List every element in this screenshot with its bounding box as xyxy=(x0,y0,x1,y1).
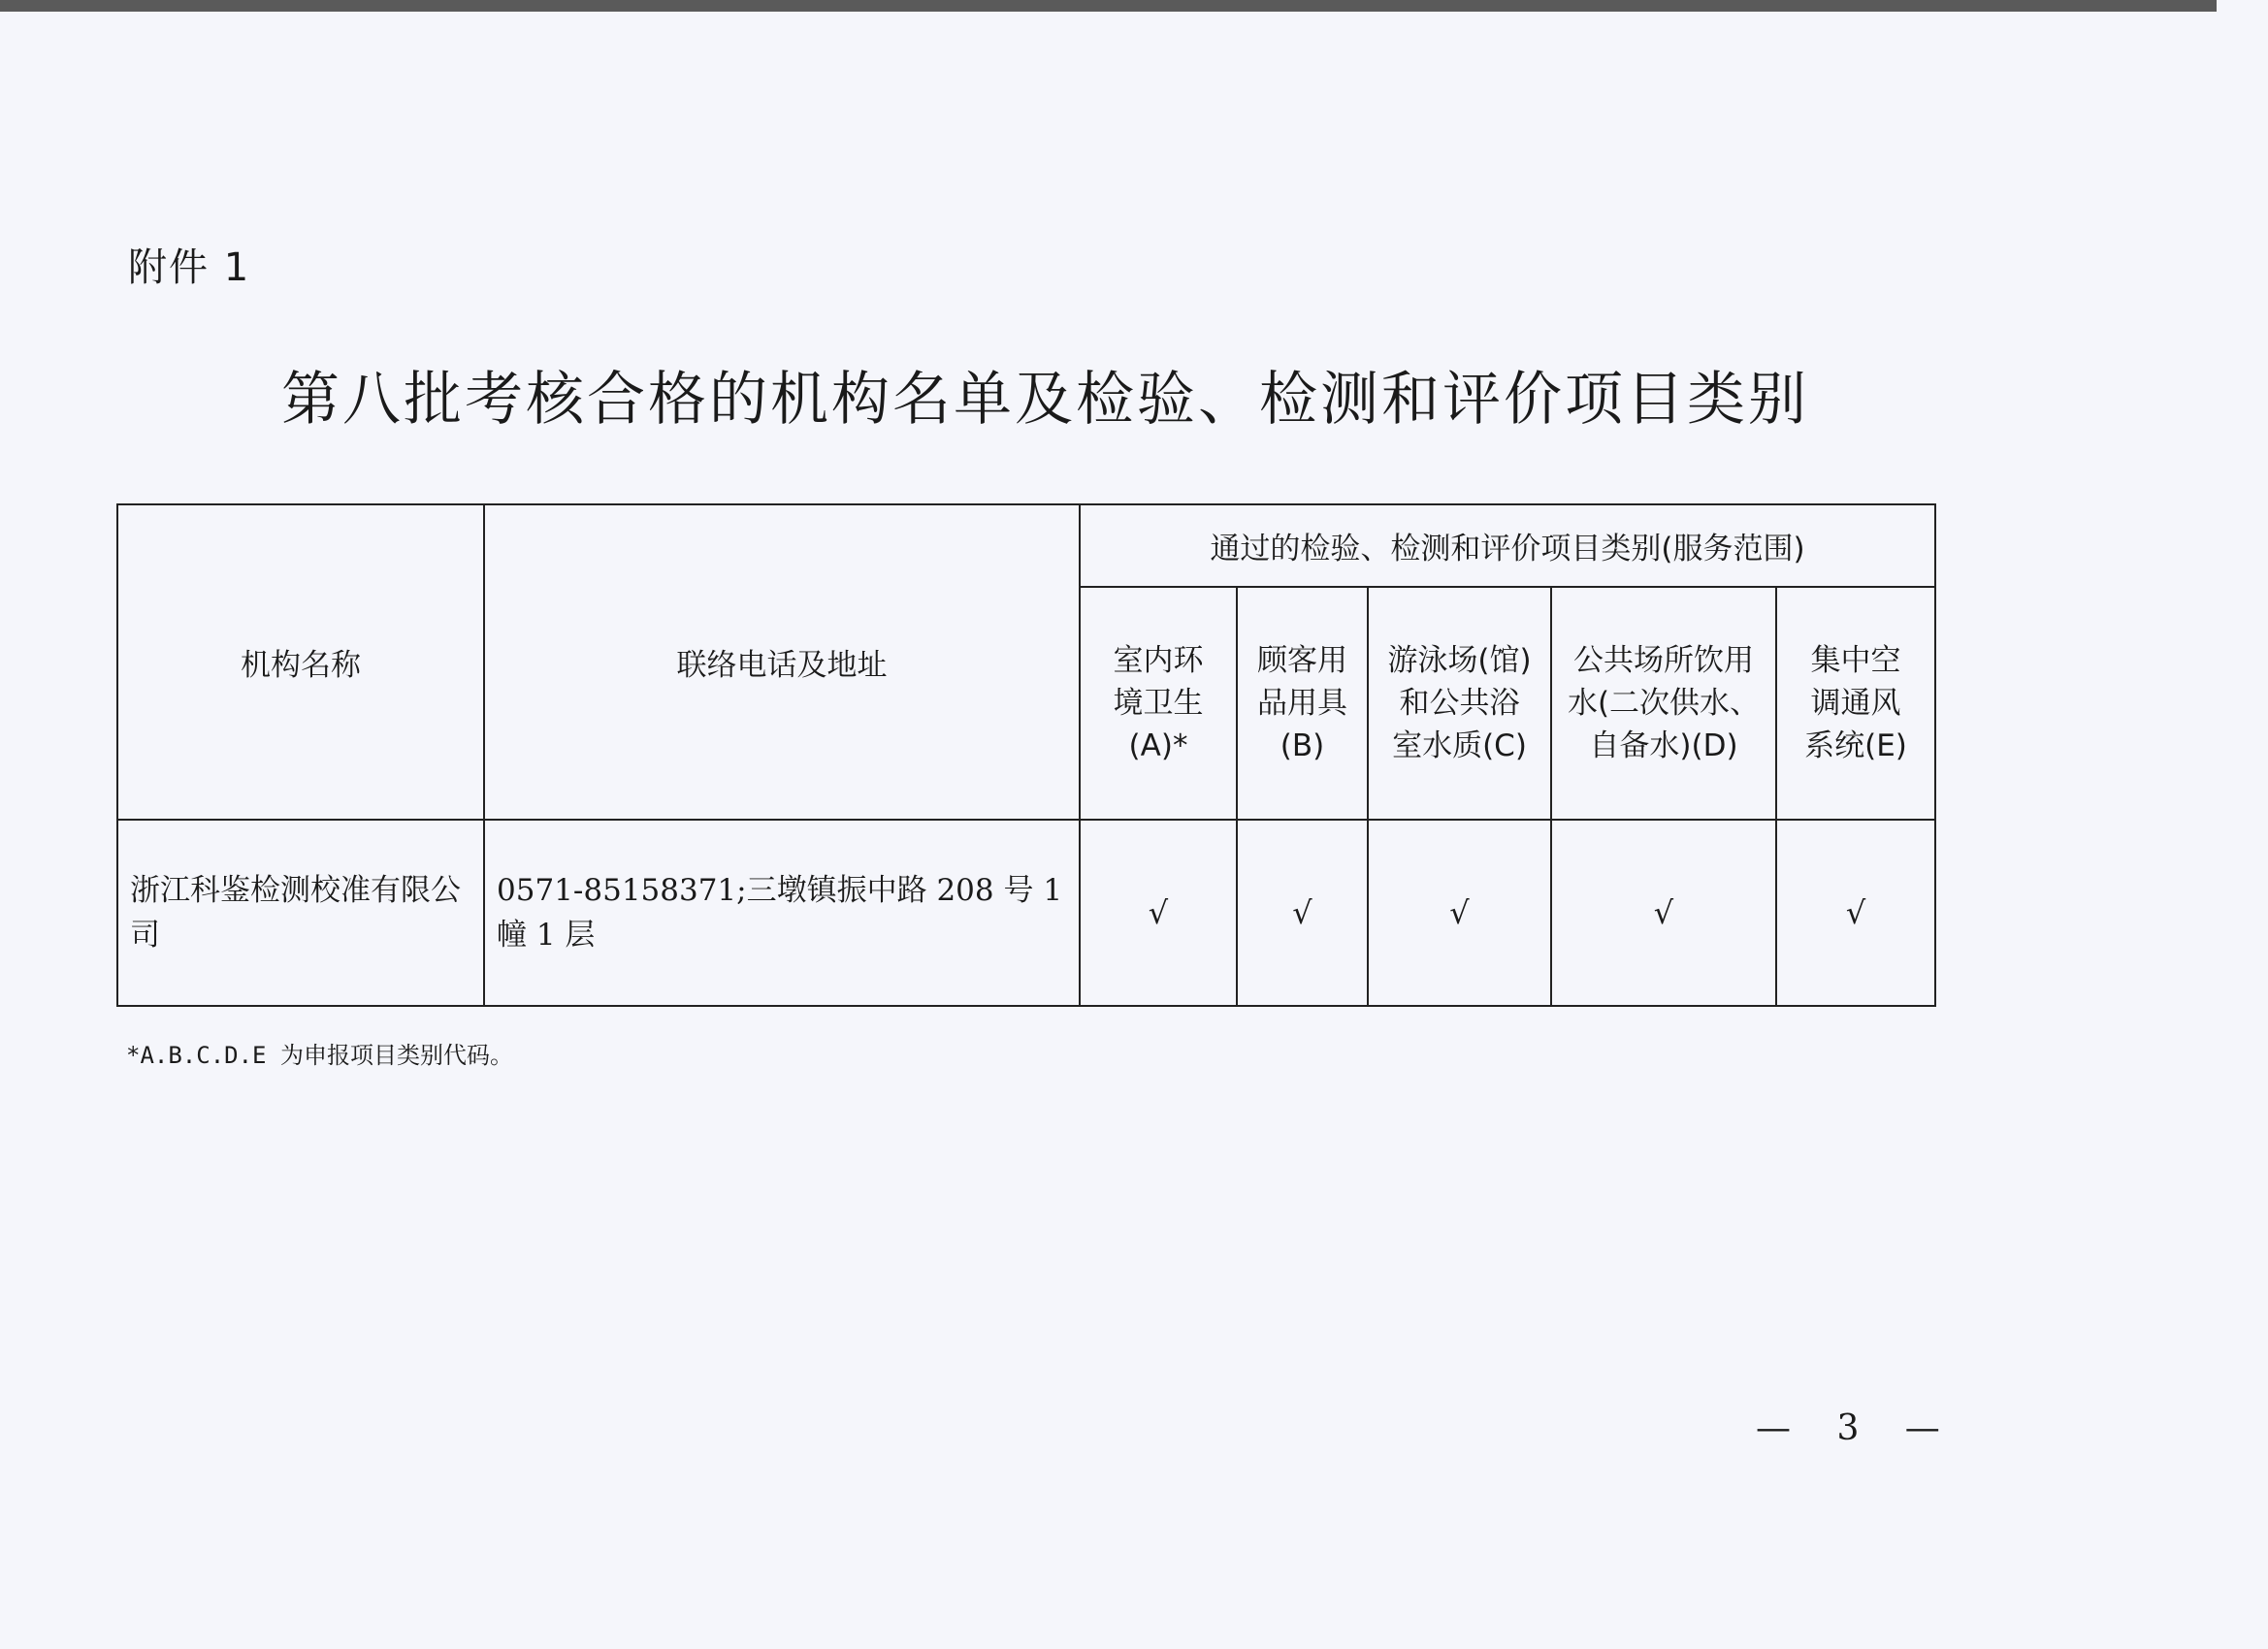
header-category-b: 顾客用 品用具 (B) xyxy=(1237,587,1368,820)
check-mark-c: √ xyxy=(1368,820,1551,1006)
check-mark-a: √ xyxy=(1080,820,1237,1006)
scan-right-margin xyxy=(2217,0,2268,1649)
header-category-e: 集中空 调通风 系统(E) xyxy=(1776,587,1935,820)
check-mark-e: √ xyxy=(1776,820,1935,1006)
header-category-group: 通过的检验、检测和评价项目类别(服务范围) xyxy=(1080,504,1935,587)
header-row-group xyxy=(117,504,1935,587)
header-category-a: 室内环 境卫生 (A)* xyxy=(1080,587,1237,820)
scan-top-edge xyxy=(0,0,2268,12)
header-category-d: 公共场所饮用 水(二次供水、 自备水)(D) xyxy=(1551,587,1776,820)
footnote: *A.B.C.D.E 为申报项目类别代码。 xyxy=(126,1042,513,1069)
org-name-cell: 浙江科鉴检测校准有限公司 xyxy=(117,820,484,1006)
check-mark-b: √ xyxy=(1237,820,1368,1006)
header-org-name: 机构名称 xyxy=(117,504,484,820)
attachment-label: 附件 1 xyxy=(128,245,251,290)
document-title: 第八批考核合格的机构名单及检验、检测和评价项目类别 xyxy=(281,366,1809,434)
page-number: — 3 — xyxy=(1756,1408,1958,1448)
header-contact: 联络电话及地址 xyxy=(484,504,1080,820)
document-page xyxy=(0,12,2217,1649)
contact-cell: 0571-85158371;三墩镇振中路 208 号 1 幢 1 层 xyxy=(484,820,1080,1006)
table-row xyxy=(117,820,1935,1006)
header-category-c: 游泳场(馆) 和公共浴 室水质(C) xyxy=(1368,587,1551,820)
institution-table xyxy=(116,503,1936,1007)
check-mark-d: √ xyxy=(1551,820,1776,1006)
